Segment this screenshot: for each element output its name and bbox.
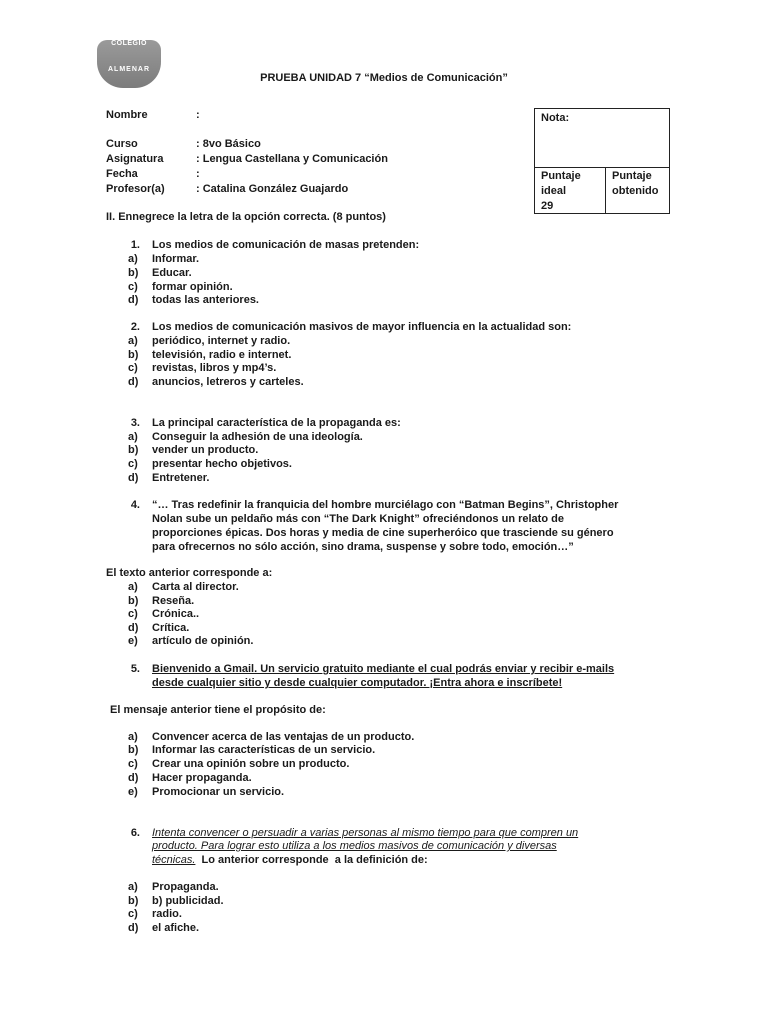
obtained-score-label-1: Puntaje [612,170,652,182]
quote-line: para ofrecernos no sólo acción, sino drama, suspense y sobre todo, emoción…” [152,541,574,553]
info-value-fecha: : [196,168,200,180]
question-prompt: El mensaje anterior tiene el propósito de: [110,704,326,716]
info-label-nombre: Nombre [106,109,148,121]
option-text[interactable]: Informar. [152,253,200,265]
option-letter: e) [128,635,138,647]
option-letter: c) [128,458,138,470]
definition-line-rest: Lo anterior corresponde a la definición de: [195,854,428,866]
option-letter: b) [128,444,139,456]
definition-line: Intenta convencer o persuadir a varias personas al mismo tiempo para que compren un [152,827,579,839]
option-letter: d) [128,472,139,484]
option-letter: e) [128,786,138,798]
info-label-profesor: Profesor(a) [106,183,165,195]
quote-line: Nolan sube un peldaño más con “The Dark Knight” ofreciéndonos un relato de [152,513,564,525]
option-letter: c) [128,908,138,920]
option-letter: a) [128,253,138,265]
option-text[interactable]: Educar. [152,267,192,279]
question-number: 2. [130,321,140,333]
option-letter: c) [128,608,138,620]
quote-line: proporciones épicas. Dos horas y media de cine superheróico que trasciende su género [152,527,614,539]
option-letter: d) [128,772,139,784]
option-letter: b) [128,267,139,279]
ad-text-line: desde cualquier sitio y desde cualquier computador. ¡Entra ahora e inscríbete! [152,677,563,689]
option-text[interactable]: Informar las características de un servicio. [152,744,376,756]
question-number: 5. [130,663,140,675]
option-letter: d) [128,294,139,306]
option-text[interactable]: Promocionar un servicio. [152,786,285,798]
option-letter: d) [128,922,139,934]
obtained-score-label-2: obtenido [612,185,659,197]
definition-line-3 [152,853,428,867]
option-letter: a) [128,431,138,443]
question-number: 4. [130,499,140,511]
option-text[interactable]: formar opinión. [152,281,233,293]
info-label-fecha: Fecha [106,168,138,180]
option-letter: b) [128,895,139,907]
question-text: La principal característica de la propaganda es: [152,417,401,429]
option-text[interactable]: Propaganda. [152,881,219,893]
info-label-curso: Curso [106,138,138,150]
option-text[interactable]: Crear una opinión sobre un producto. [152,758,350,770]
option-letter: d) [128,622,139,634]
info-value-curso: : 8vo Básico [196,138,261,150]
ideal-score-label-1: Puntaje [541,170,581,182]
option-letter: a) [128,731,138,743]
definition-italic-word: técnicas. [152,854,196,866]
option-text[interactable]: Hacer propaganda. [152,772,252,784]
option-text[interactable]: televisión, radio e internet. [152,349,292,361]
option-text[interactable]: radio. [152,908,182,920]
option-text[interactable]: anuncios, letreros y carteles. [152,376,304,388]
option-text[interactable]: Convencer acerca de las ventajas de un producto. [152,731,415,743]
page-title: PRUEBA UNIDAD 7 “Medios de Comunicación” [260,72,508,84]
option-letter: b) [128,349,139,361]
logo-bottom-text: ALMENAR [108,66,150,73]
ideal-score-label-2: ideal [541,185,567,197]
option-text[interactable]: b) publicidad. [152,895,224,907]
option-text[interactable]: Crítica. [152,622,190,634]
option-text[interactable]: vender un producto. [152,444,259,456]
option-letter: c) [128,362,138,374]
definition-line: producto. Para lograr esto utiliza a los medios masivos de comunicación y diversas [152,840,557,852]
option-text[interactable]: el afiche. [152,922,200,934]
question-text: Los medios de comunicación masivos de mayor influencia en la actualidad son: [152,321,572,333]
option-text[interactable]: Entretener. [152,472,210,484]
option-text[interactable]: Crónica.. [152,608,200,620]
option-letter: d) [128,376,139,388]
question-text: Los medios de comunicación de masas pretenden: [152,239,420,251]
quote-line: “… Tras redefinir la franquicia del hombre murciélago con “Batman Begins”, Christopher [152,499,619,511]
nota-label: Nota: [541,112,570,124]
option-text[interactable]: periódico, internet y radio. [152,335,291,347]
info-value-profesor: : Catalina González Guajardo [196,183,349,195]
question-prompt: El texto anterior corresponde a: [106,567,273,579]
logo-top-text: COLEGIO [111,40,147,47]
option-text[interactable]: todas las anteriores. [152,294,259,306]
option-text[interactable]: Carta al director. [152,581,239,593]
grade-box-divider [534,167,670,168]
info-value-nombre: : [196,109,200,121]
section-title: II. Ennegrece la letra de la opción correcta. (8 puntos) [106,211,386,223]
grade-box-column-divider [605,167,606,214]
option-letter: b) [128,744,139,756]
option-text[interactable]: Reseña. [152,595,195,607]
option-text[interactable]: revistas, libros y mp4’s. [152,362,277,374]
option-letter: c) [128,281,138,293]
option-letter: c) [128,758,138,770]
option-letter: a) [128,581,138,593]
option-text[interactable]: presentar hecho objetivos. [152,458,292,470]
info-value-asignatura: : Lengua Castellana y Comunicación [196,153,388,165]
ideal-score-value: 29 [541,200,554,212]
ad-text-line: Bienvenido a Gmail. Un servicio gratuito mediante el cual podrás enviar y recibir e-mails [152,663,615,675]
option-letter: a) [128,335,138,347]
option-text[interactable]: artículo de opinión. [152,635,254,647]
option-letter: b) [128,595,139,607]
question-number: 3. [130,417,140,429]
option-text[interactable]: Conseguir la adhesión de una ideología. [152,431,363,443]
question-number: 6. [130,827,140,839]
question-number: 1. [130,239,140,251]
option-letter: a) [128,881,138,893]
info-label-asignatura: Asignatura [106,153,164,165]
